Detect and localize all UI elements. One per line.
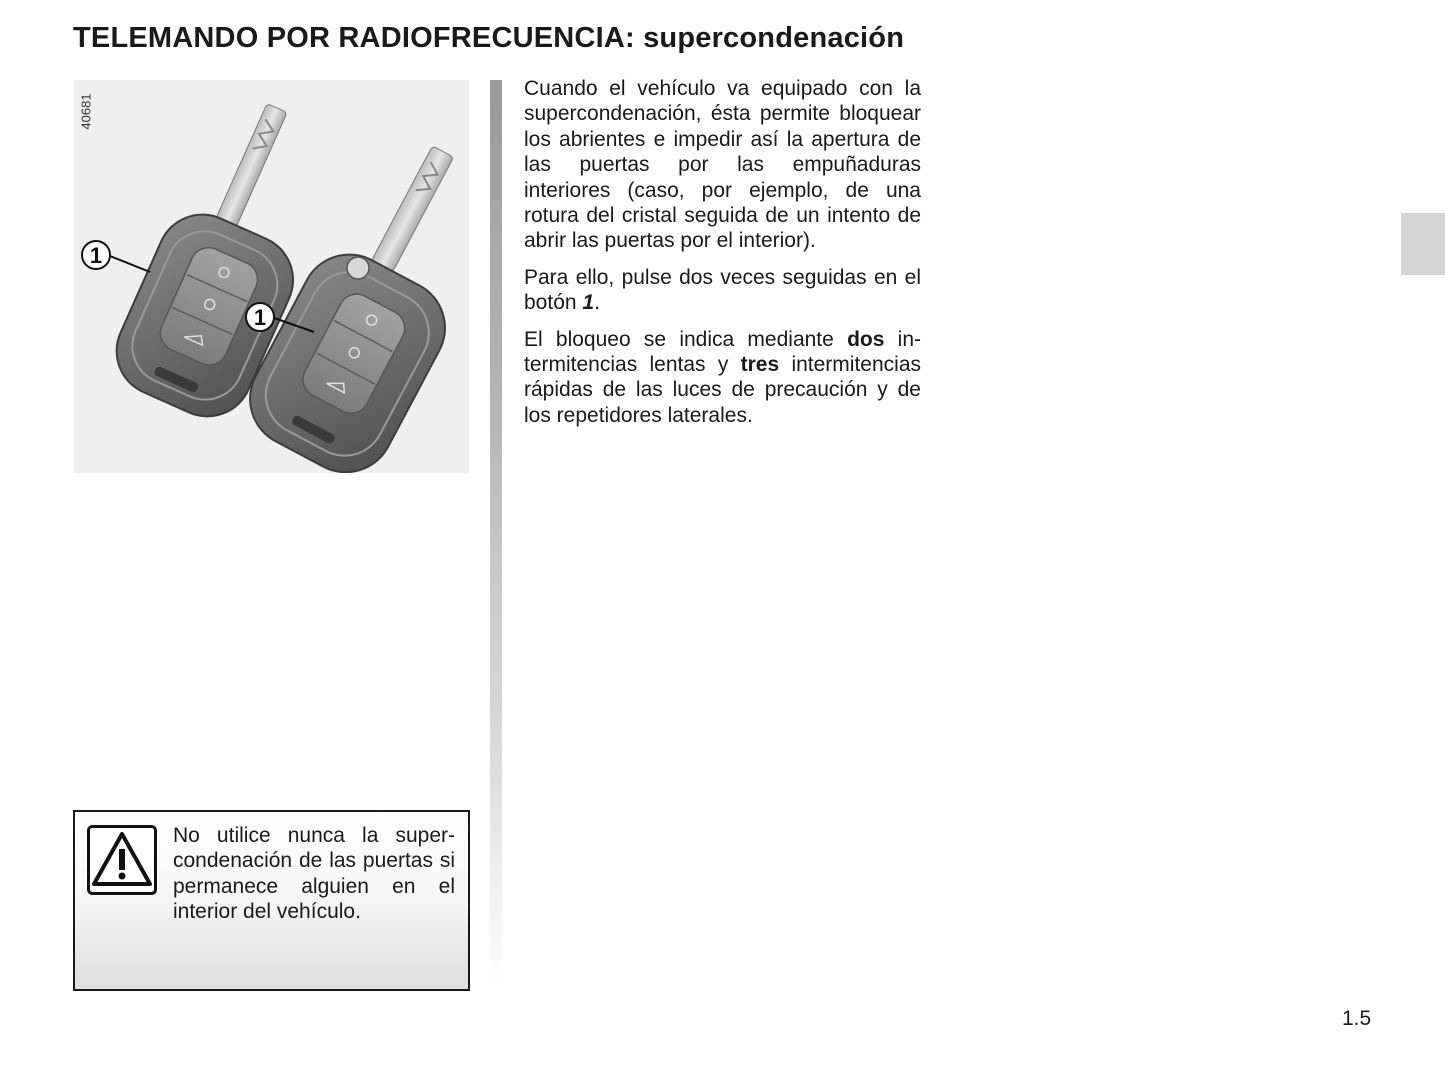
main-text [524, 76, 921, 439]
page-number: 1.5 [1342, 1007, 1372, 1030]
callout-label: 1 [253, 305, 267, 330]
warning-text: No utilice nunca la supercondenación de las puertas si permanece alguien en el interior del vehículo. [173, 824, 455, 924]
release-button [347, 257, 369, 279]
warning-box [73, 810, 470, 991]
column-divider [490, 80, 502, 985]
page-title: TELEMANDO POR RADIOFRECUENCIA: supercondenación [73, 22, 905, 54]
key-fob-illustration [74, 80, 469, 473]
warning-triangle-icon [87, 825, 157, 895]
paragraph-1: Cuando el vehículo va equipado con la supercondenación, ésta permite bloquear los abrientes e impedir así la apertura de las puertas por las empuñaduras interiores (caso, por ejemplo, de una rotura del cristal seguida de un intento de abrir las puertas por el interior). [524, 77, 921, 253]
callout-left [82, 241, 150, 272]
button-reference: 1 [582, 291, 595, 315]
section-tab [1401, 213, 1445, 275]
key-fob-drawing [74, 80, 469, 473]
paragraph-3: El bloqueo se indica mediante dos intermitencias lentas y tres intermitencias rápidas de las luces de precaución y de los repetidores laterales. [524, 327, 921, 427]
callout-label: 1 [89, 243, 103, 268]
paragraph-2: Para ello, pulse dos veces seguidas en el botón 1. [524, 265, 921, 315]
figure-code: 40681 [78, 93, 94, 130]
